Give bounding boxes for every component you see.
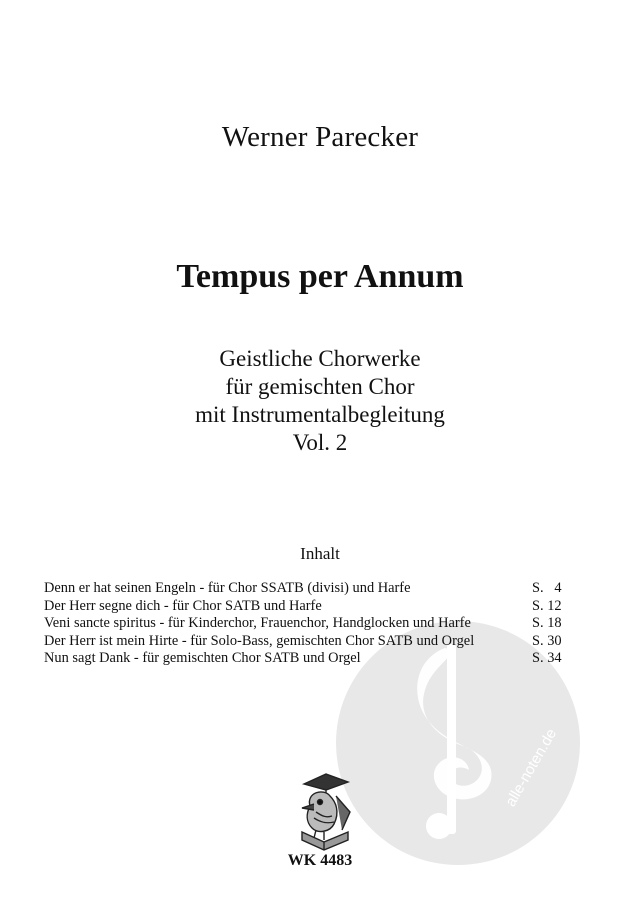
publisher-logo-icon [296, 772, 354, 852]
toc-entry-title: Veni sancte spiritus - für Kinderchor, Frauenchor, Handglocken und Harfe [44, 615, 471, 632]
table-of-contents [44, 580, 584, 668]
subtitle-line: mit Instrumentalbegleitung [195, 402, 445, 427]
contents-heading: Inhalt [300, 544, 340, 563]
toc-entry [44, 598, 584, 616]
toc-entry-title: Der Herr ist mein Hirte - für Solo-Bass, gemischten Chor SATB und Orgel [44, 632, 475, 649]
toc-entry [44, 615, 584, 633]
toc-entry-page: S. 34 [532, 650, 562, 667]
toc-entry-page: S. 12 [532, 597, 562, 614]
toc-entry-title: Denn er hat seinen Engeln - für Chor SSATB (divisi) und Harfe [44, 580, 411, 596]
toc-entry-page: S. 4 [532, 580, 562, 596]
subtitle-block [0, 345, 640, 457]
work-title: Tempus per Annum [176, 258, 464, 295]
composer-name: Werner Parecker [221, 121, 419, 153]
toc-entry-page: S. 30 [532, 632, 562, 649]
toc-entry-page: S. 18 [532, 615, 562, 632]
watermark-text: alle-noten.de [502, 725, 561, 810]
toc-entry [44, 580, 584, 598]
volume-label: Vol. 2 [292, 430, 348, 455]
toc-entry-title: Der Herr segne dich - für Chor SATB und Harfe [44, 597, 322, 614]
subtitle-line: für gemischten Chor [225, 374, 415, 399]
subtitle-line: Geistliche Chorwerke [219, 346, 421, 371]
toc-entry [44, 650, 584, 668]
toc-entry [44, 633, 584, 651]
catalog-number: WK 4483 [287, 852, 353, 869]
toc-entry-title: Nun sagt Dank - für gemischten Chor SATB und Orgel [44, 650, 361, 667]
